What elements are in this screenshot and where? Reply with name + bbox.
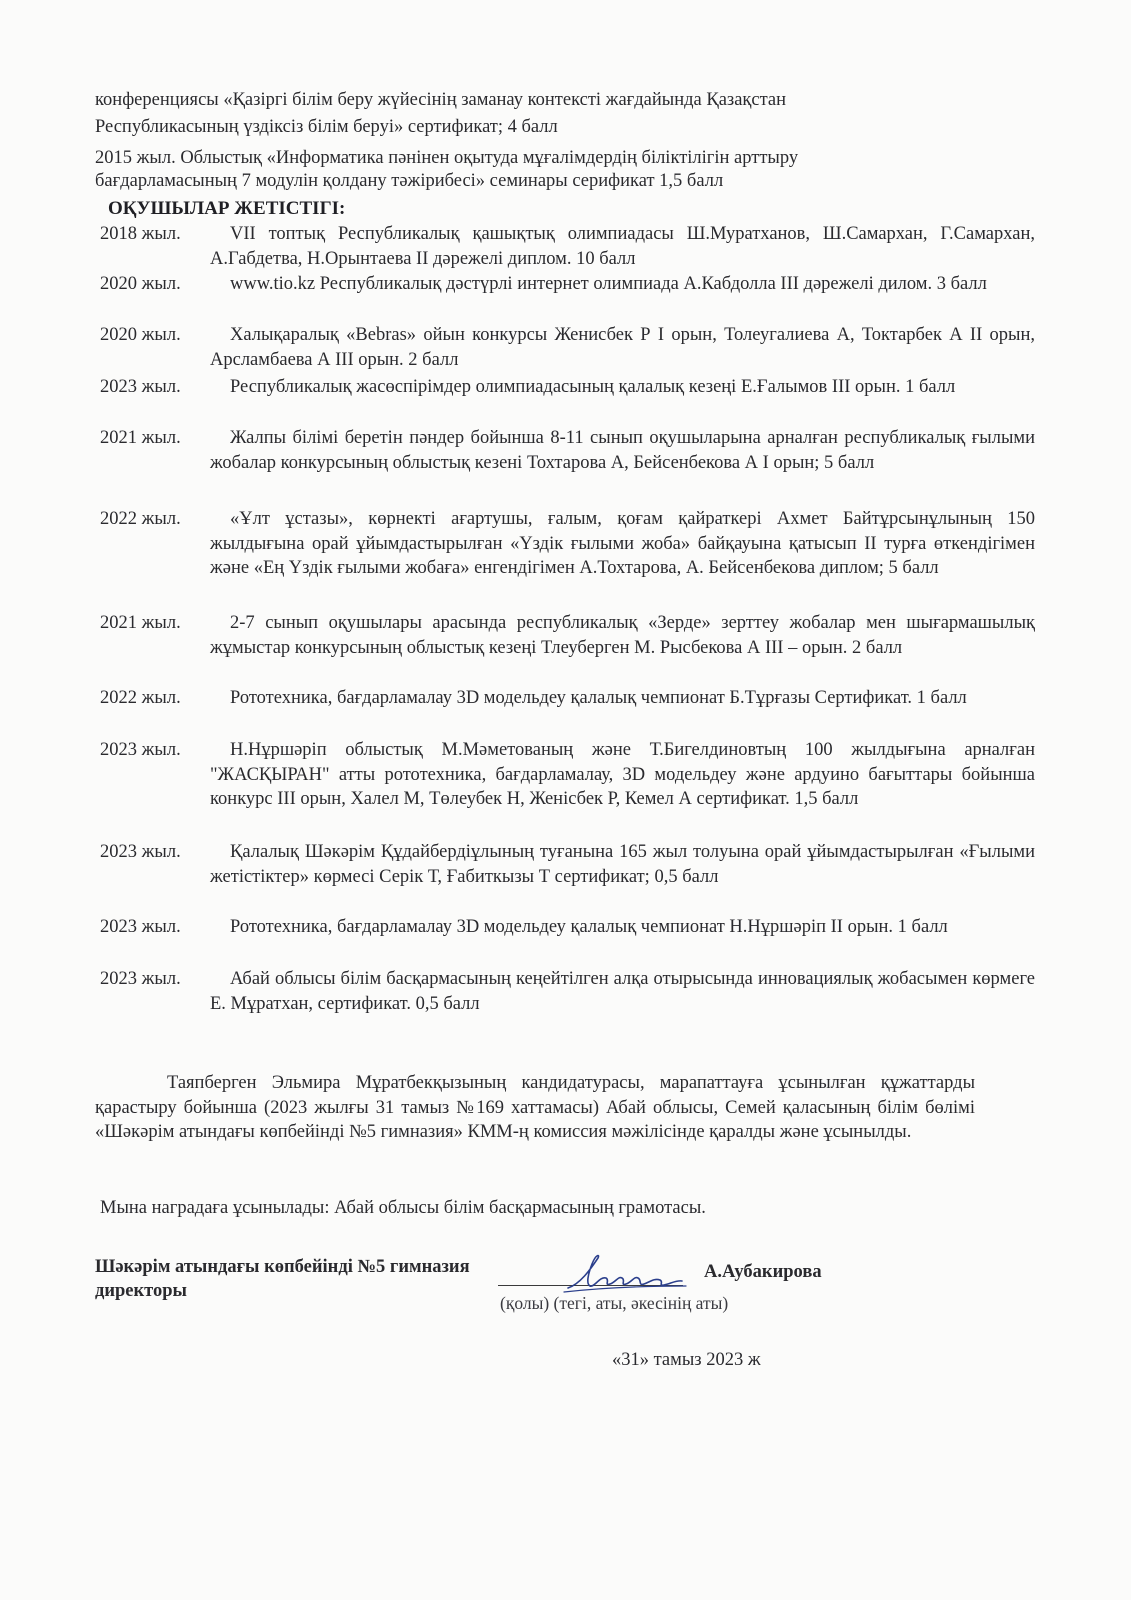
entry-text: www.tio.kz Республикалық дәстүрлі интернет олимпиада А.Кабдолла III дәрежелі дилом. 3 балл	[230, 274, 987, 294]
entry-text: Жалпы білімі беретін пәндер бойынша 8-11 сынып оқушыларына арналған республикалық ғылыми жобалар конкурсының облыстық кезені Тохтарова А, Бейсенбекова А I орын; 5 балл	[210, 428, 1035, 473]
achievement-entry	[100, 686, 1035, 711]
entry-year: 2022 жыл.	[100, 688, 181, 708]
achievement-entry	[100, 272, 1035, 297]
entry-year: 2020 жыл.	[100, 325, 181, 345]
entry-year: 2022 жыл.	[100, 509, 181, 529]
entry-year: 2023 жыл.	[100, 842, 181, 862]
entry-text: Қалалық Шәкәрім Құдайбердіұлының туғанына 165 жыл толуына орай ұйымдастырылған «Ғылыми жетістіктер» көрмесі Серік Т, Ғабиткызы Т сертификат; 0,5 балл	[210, 842, 1035, 887]
director-title	[95, 1255, 470, 1303]
achievement-entry	[100, 840, 1035, 889]
entry-text: Рототехника, бағдарламалау 3D модельдеу қалалық чемпионат Б.Тұрғазы Сертификат. 1 балл	[230, 688, 967, 708]
entry-year: 2020 жыл.	[100, 274, 181, 294]
achievement-entry	[100, 222, 1035, 271]
achievement-entry	[100, 611, 1035, 660]
entry-text: Н.Нұршәріп облыстық М.Мәметованың және Т.Бигелдиновтың 100 жылдығына арналған "ЖАСҚЫРАН" атты рототехника, бағдарламалау, 3D модельдеу және ардуино бағыттары бойынша конкурс III орын, Халел М, Төлеубек Н, Женісбек Р, Кемел А сертификат. 1,5 балл	[210, 740, 1035, 809]
entry-text: Абай облысы білім басқармасының кеңейтілген алқа отырысында инновациялық жобасымен көрмеге Е. Мұратхан, сертификат. 0,5 балл	[210, 969, 1035, 1014]
achievement-entry	[100, 738, 1035, 812]
achievement-entry	[100, 323, 1035, 372]
achievement-entry	[100, 426, 1035, 475]
entry-text: Рототехника, бағдарламалау 3D модельдеу қалалық чемпионат Н.Нұршәріп II орын. 1 балл	[230, 917, 948, 937]
achievement-entry	[100, 967, 1035, 1016]
entry-year: 2018 жыл.	[100, 224, 181, 244]
entry-year: 2023 жыл.	[100, 377, 181, 397]
entry-text: Республикалық жасөспірімдер олимпиадасының қалалық кезеңі Е.Ғалымов III орын. 1 балл	[230, 377, 956, 397]
org-name: Шәкәрім атындағы көпбейінді №5 гимназия	[95, 1257, 470, 1277]
entry-year: 2021 жыл.	[100, 613, 181, 633]
award-line: Мына наградаға ұсынылады: Абай облысы білім басқармасының грамотасы.	[100, 1198, 706, 1218]
entry-text: VII топтық Республикалық қашықтық олимпиадасы Ш.Муратханов, Ш.Самархан, Г.Самархан, А.Габдетва, Н.Орынтаева II дәрежелі диплом. 10 балл	[210, 224, 1035, 269]
entry-year: 2023 жыл.	[100, 740, 181, 760]
decision-paragraph: Таяпберген Эльмира Мұратбекқызының кандидатурасы, марапаттауға ұсынылған құжаттарды қарастыру бойынша (2023 жылғы 31 тамыз №169 хаттамасы) Абай облысы, Семей қаласының білім бөлімі «Шәкәрім атындағы көпбейінді №5 гимназия» КММ-ң комиссия мәжілісінде қаралды және ұсынылды.	[95, 1073, 975, 1142]
text-line: Республикасының үздіксіз білім беруі» сертификат; 4 балл	[95, 117, 558, 137]
entry-year: 2023 жыл.	[100, 917, 181, 937]
document-date: «31» тамыз 2023 ж	[612, 1350, 761, 1370]
entry-text: Халықаралық «Bebras» ойын конкурсы Женисбек Р I орын, Толеугалиева А, Токтарбек А II орын, Арсламбаева А III орын. 2 балл	[210, 325, 1035, 370]
director-label: директоры	[95, 1281, 188, 1301]
entry-text: 2-7 сынып оқушылары арасында республикалық «Зерде» зерттеу жобалар мен шығармашылық жұмыстар конкурсының облыстық кезеңі Тлеуберген М. Рысбекова А III – орын. 2 балл	[210, 613, 1035, 658]
achievement-entry	[100, 915, 1035, 940]
achievement-entry	[100, 375, 1035, 400]
signature-caption: (қолы) (тегі, аты, әкесінің аты)	[500, 1293, 729, 1313]
signer-name: А.Аубакирова	[704, 1262, 822, 1282]
text-line: конференциясы «Қазіргі білім беру жүйесінің заманау контексті жағдайында Қазақстан	[95, 90, 787, 110]
entry-text: «Ұлт ұстазы», көрнекті ағартушы, ғалым, қоғам қайраткері Ахмет Байтұрсынұлының 150 жылдығына орай ұйымдастырылған «Үздік ғылыми жоба» байқауына қатысып II турға өткендігімен және «Ең Үздік ғылыми жобаға» енгендігімен А.Тохтарова, А. Бейсенбекова диплом; 5 балл	[210, 509, 1035, 578]
entry-year: 2021 жыл.	[100, 428, 181, 448]
handwritten-signature	[560, 1250, 690, 1298]
entry-year: 2023 жыл.	[100, 969, 181, 989]
section-heading: ОҚУШЫЛАР ЖЕТІСТІГІ:	[108, 198, 346, 219]
achievement-entry	[100, 507, 1035, 581]
text-line: бағдарламасының 7 модулін қолдану тәжірибесі» семинары серификат 1,5 балл	[95, 171, 724, 191]
text-line: 2015 жыл. Облыстық «Информатика пәнінен оқытуда мұғалімдердің біліктілігін арттыру	[95, 148, 799, 168]
